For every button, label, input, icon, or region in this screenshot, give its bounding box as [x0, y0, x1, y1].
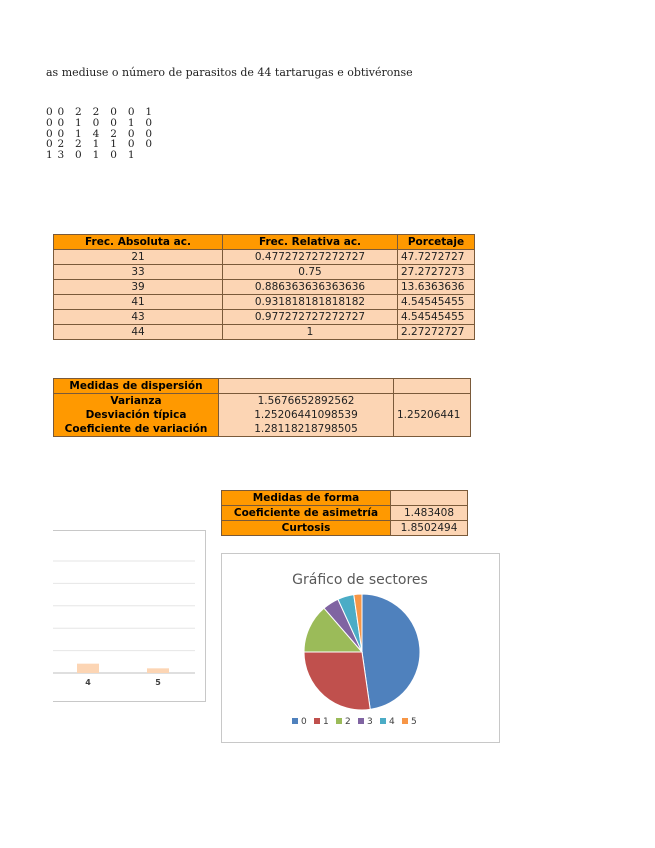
legend-label: 5: [411, 717, 417, 727]
legend-swatch: [292, 718, 298, 724]
table-cell: [394, 379, 471, 394]
table-cell: 43: [54, 310, 223, 325]
pie-slice: [362, 594, 420, 709]
legend-label: 0: [301, 717, 307, 727]
legend-label: 1: [323, 717, 329, 727]
table-row: [54, 295, 475, 310]
matrix-cell: 0: [57, 127, 65, 140]
x-tick-label: 4: [85, 678, 91, 687]
pie-chart-title: Gráfico de sectores: [292, 572, 428, 588]
table-cell: 0.75: [223, 265, 398, 280]
asimetria-value: 1.483408: [391, 506, 468, 521]
table-cell: 0.477272727272727: [223, 250, 398, 265]
table-cell: 41: [54, 295, 223, 310]
forma-table: [221, 490, 468, 536]
matrix-cell: 1: [75, 116, 82, 129]
table-row: [222, 506, 468, 521]
table-cell: 13.6363636: [398, 280, 475, 295]
bar-chart-svg: [53, 531, 205, 701]
legend-swatch: [314, 718, 320, 724]
bar-chart: [53, 530, 206, 702]
table-cell: 27.2727273: [398, 265, 475, 280]
table-row: [54, 265, 475, 280]
data-matrix: [46, 107, 158, 161]
table-cell: 0.886363636363636: [223, 280, 398, 295]
coeficiente-variacion-value: 1.28118218798505: [219, 422, 394, 437]
header-percent: Porcetaje: [398, 235, 475, 250]
matrix-cell: 0: [145, 116, 153, 129]
matrix-cell: 0: [46, 127, 53, 140]
matrix-cell: 0: [92, 116, 100, 129]
legend-label: 4: [389, 717, 395, 727]
matrix-cell: 0: [57, 116, 65, 129]
matrix-cell: 0: [127, 138, 135, 151]
pie-chart: [221, 553, 500, 743]
matrix-cell: 0: [145, 138, 153, 151]
table-cell: 4.54545455: [398, 295, 475, 310]
header-rel-freq: Frec. Relativa ac.: [223, 235, 398, 250]
coeficiente-variacion-label: Coeficiente de variación: [54, 422, 219, 437]
matrix-cell: 0: [127, 127, 135, 140]
table-row: [54, 325, 475, 340]
table-row: [54, 310, 475, 325]
table-cell: 44: [54, 325, 223, 340]
intro-text: as mediuse o número de parasitos de 44 tartarugas e obtivéronse: [46, 66, 413, 79]
matrix-cell: 2: [75, 138, 82, 151]
pie-chart-svg: [222, 554, 499, 742]
table-row: [54, 250, 475, 265]
matrix-cell: 1: [110, 138, 117, 151]
pie-slice: [304, 652, 370, 710]
curtosis-value: 1.8502494: [391, 521, 468, 536]
legend-label: 2: [345, 717, 351, 727]
matrix-cell: 1: [92, 149, 100, 162]
matrix-cell: 0: [46, 106, 53, 118]
matrix-cell: 0: [75, 149, 82, 162]
matrix-cell: 1: [75, 127, 82, 140]
matrix-cell: 0: [46, 138, 53, 151]
matrix-cell: 1: [127, 116, 135, 129]
forma-title: Medidas de forma: [222, 491, 391, 506]
table-cell: 33: [54, 265, 223, 280]
table-row: [54, 394, 471, 409]
table-cell: 47.7272727: [398, 250, 475, 265]
matrix-cell: 1: [46, 149, 53, 162]
matrix-cell: 2: [110, 127, 117, 140]
table-row: [222, 491, 468, 506]
table-cell: 4.54545455: [398, 310, 475, 325]
varianza-value: 1.5676652892562: [219, 394, 394, 409]
matrix-cell: 0: [46, 116, 53, 129]
matrix-cell: 0: [110, 116, 117, 129]
legend-label: 3: [367, 717, 373, 727]
matrix-cell: 3: [57, 149, 65, 162]
table-row: [54, 280, 475, 295]
matrix-cell: 0: [127, 106, 135, 118]
desviacion-label: Desviación típica: [54, 408, 219, 422]
legend-swatch: [336, 718, 342, 724]
desviacion-value: 1.25206441098539: [219, 408, 394, 422]
header-abs-freq: Frec. Absoluta ac.: [54, 235, 223, 250]
matrix-cell: 2: [75, 106, 82, 118]
dispersion-title: Medidas de dispersión: [54, 379, 219, 394]
desv-extra-value: 1.25206441: [394, 394, 471, 437]
asimetria-label: Coeficiente de asimetría: [222, 506, 391, 521]
bar: [147, 668, 169, 673]
table-cell: 0.931818181818182: [223, 295, 398, 310]
matrix-cell: 2: [57, 138, 65, 151]
legend-swatch: [358, 718, 364, 724]
matrix-cell: 0: [145, 127, 153, 140]
matrix-row: [46, 150, 158, 161]
matrix-row: [46, 118, 158, 129]
table-cell: 21: [54, 250, 223, 265]
x-tick-label: 5: [155, 678, 161, 687]
legend-swatch: [380, 718, 386, 724]
table-cell: [219, 379, 394, 394]
table-cell: 0.977272727272727: [223, 310, 398, 325]
table-cell: 39: [54, 280, 223, 295]
table-row: [54, 379, 471, 394]
bar: [77, 664, 99, 673]
matrix-cell: 0: [110, 106, 117, 118]
table-cell: [391, 491, 468, 506]
table-row: [222, 521, 468, 536]
matrix-cell: 2: [92, 106, 100, 118]
varianza-label: Varianza: [54, 394, 219, 409]
matrix-cell: 0: [110, 149, 117, 162]
table-header-row: [54, 235, 475, 250]
matrix-cell: 1: [145, 106, 153, 118]
table-cell: 2.27272727: [398, 325, 475, 340]
curtosis-label: Curtosis: [222, 521, 391, 536]
matrix-cell: 1: [127, 149, 135, 162]
legend-swatch: [402, 718, 408, 724]
table-cell: 1: [223, 325, 398, 340]
matrix-cell: 0: [57, 106, 65, 118]
matrix-cell: 4: [92, 127, 100, 140]
matrix-cell: 1: [92, 138, 100, 151]
frequency-table: [53, 234, 475, 340]
dispersion-table: [53, 378, 471, 437]
